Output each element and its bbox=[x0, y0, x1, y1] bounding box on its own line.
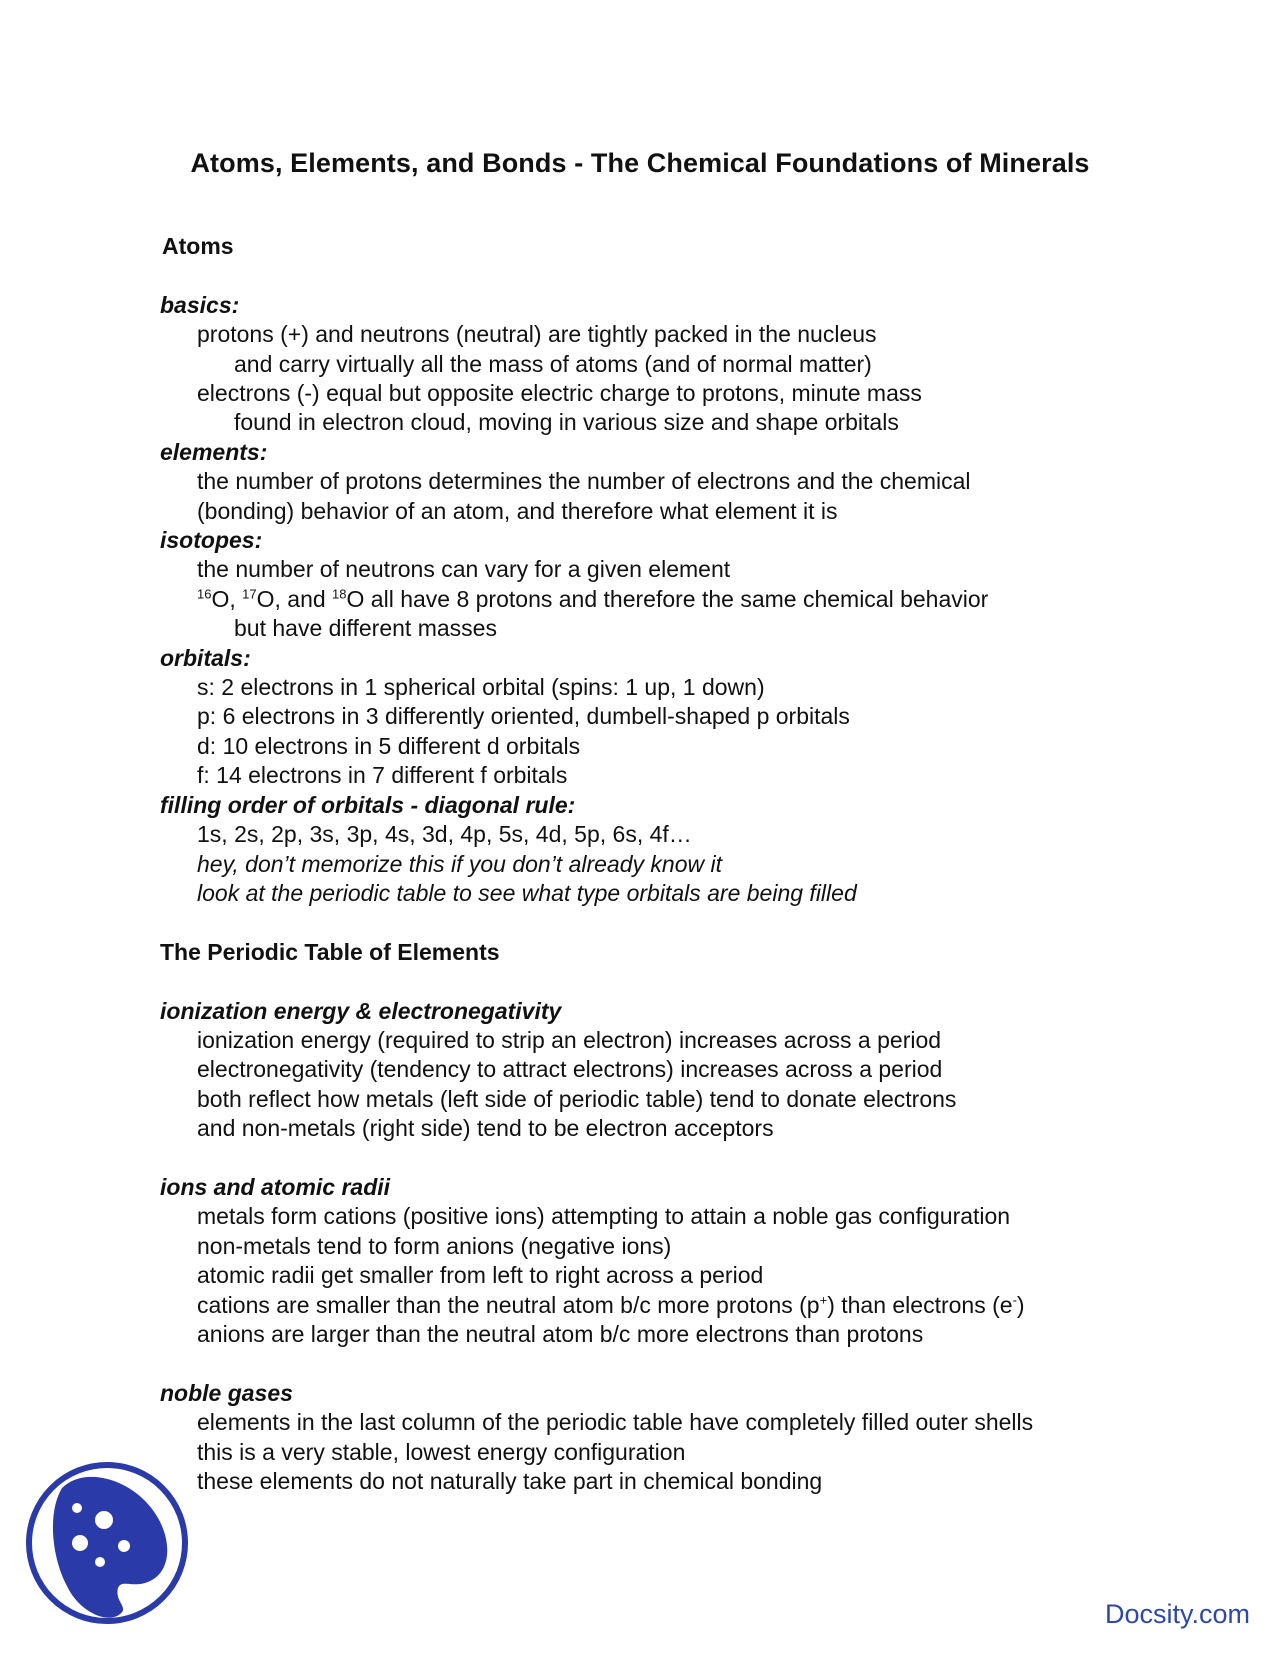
italic-note: look at the periodic table to see what type orbitals are being filled bbox=[197, 879, 857, 906]
section-heading-atoms: Atoms bbox=[162, 233, 234, 259]
text-line: (bonding) behavior of an atom, and therefore what element it is bbox=[197, 497, 838, 524]
charge-sign: + bbox=[819, 1291, 828, 1307]
text-line: 1s, 2s, 2p, 3s, 3p, 4s, 3d, 4p, 5s, 4d, 5p, 6s, 4f… bbox=[197, 821, 692, 848]
text-line: protons (+) and neutrons (neutral) are tightly packed in the nucleus bbox=[197, 321, 877, 348]
italic-note: hey, don’t memorize this if you don’t already know it bbox=[197, 850, 722, 877]
text-line: electronegativity (tendency to attract electrons) increases across a period bbox=[197, 1056, 943, 1083]
text-line: f: 14 electrons in 7 different f orbitals bbox=[197, 762, 568, 789]
subheading-orbitals: orbitals: bbox=[160, 644, 251, 671]
text-line: found in electron cloud, moving in various size and shape orbitals bbox=[234, 409, 899, 436]
isotope-line: $^{16}$O, $^{17}$O, and $^{18}$O all have 8 protons and therefore the same chemical behavior bbox=[197, 585, 989, 612]
mass-number: 18 bbox=[332, 586, 347, 602]
subheading-ions: ions and atomic radii bbox=[160, 1173, 391, 1200]
cation-line: cations are smaller than the neutral atom b/c more protons (p+) than electrons (e-) bbox=[197, 1291, 1025, 1318]
text-line: ionization energy (required to strip an electron) increases across a period bbox=[197, 1026, 942, 1053]
document-body bbox=[160, 232, 1160, 1496]
section-heading-periodic-table: The Periodic Table of Elements bbox=[160, 938, 500, 965]
subheading-elements: elements: bbox=[160, 438, 268, 465]
docsity-watermark-link[interactable]: Docsity.com bbox=[1104, 1599, 1250, 1629]
text-line: elements in the last column of the periodic table have completely filled outer shells bbox=[197, 1409, 1034, 1436]
text-line: these elements do not naturally take part in chemical bonding bbox=[197, 1467, 823, 1494]
subheading-noble-gases: noble gases bbox=[160, 1379, 293, 1406]
subheading-basics: basics: bbox=[160, 291, 240, 318]
text-line: d: 10 electrons in 5 different d orbitals bbox=[197, 732, 581, 759]
subheading-ionization: ionization energy & electronegativity bbox=[160, 997, 562, 1024]
text-line: the number of neutrons can vary for a given element bbox=[197, 556, 731, 583]
docsity-logo-icon bbox=[22, 1458, 192, 1628]
text-line: anions are larger than the neutral atom b/c more electrons than protons bbox=[197, 1320, 924, 1347]
text-line: this is a very stable, lowest energy configuration bbox=[197, 1438, 686, 1465]
page-title: Atoms, Elements, and Bonds - The Chemical Foundations of Minerals bbox=[190, 148, 1090, 178]
text-line: atomic radii get smaller from left to right across a period bbox=[197, 1262, 764, 1289]
text-line: but have different masses bbox=[234, 615, 497, 642]
text-line: and carry virtually all the mass of atoms (and of normal matter) bbox=[234, 350, 872, 377]
text-line: the number of protons determines the number of electrons and the chemical bbox=[197, 468, 971, 495]
text-line: non-metals tend to form anions (negative ions) bbox=[197, 1232, 672, 1259]
charge-sign: - bbox=[1012, 1291, 1017, 1307]
text-line: and non-metals (right side) tend to be electron acceptors bbox=[197, 1115, 774, 1142]
subheading-isotopes: isotopes: bbox=[160, 527, 263, 554]
text-line: both reflect how metals (left side of periodic table) tend to donate electrons bbox=[197, 1085, 957, 1112]
text-line: p: 6 electrons in 3 differently oriented, dumbell-shaped p orbitals bbox=[197, 703, 850, 730]
text-line: electrons (-) equal but opposite electric charge to protons, minute mass bbox=[197, 380, 922, 407]
mass-number: 16 bbox=[197, 586, 212, 602]
text-line: metals form cations (positive ions) attempting to attain a noble gas configuration bbox=[197, 1203, 1011, 1230]
subheading-filling-order: filling order of orbitals - diagonal rule: bbox=[160, 791, 576, 818]
text-line: s: 2 electrons in 1 spherical orbital (spins: 1 up, 1 down) bbox=[197, 674, 765, 701]
mass-number: 17 bbox=[242, 586, 257, 602]
